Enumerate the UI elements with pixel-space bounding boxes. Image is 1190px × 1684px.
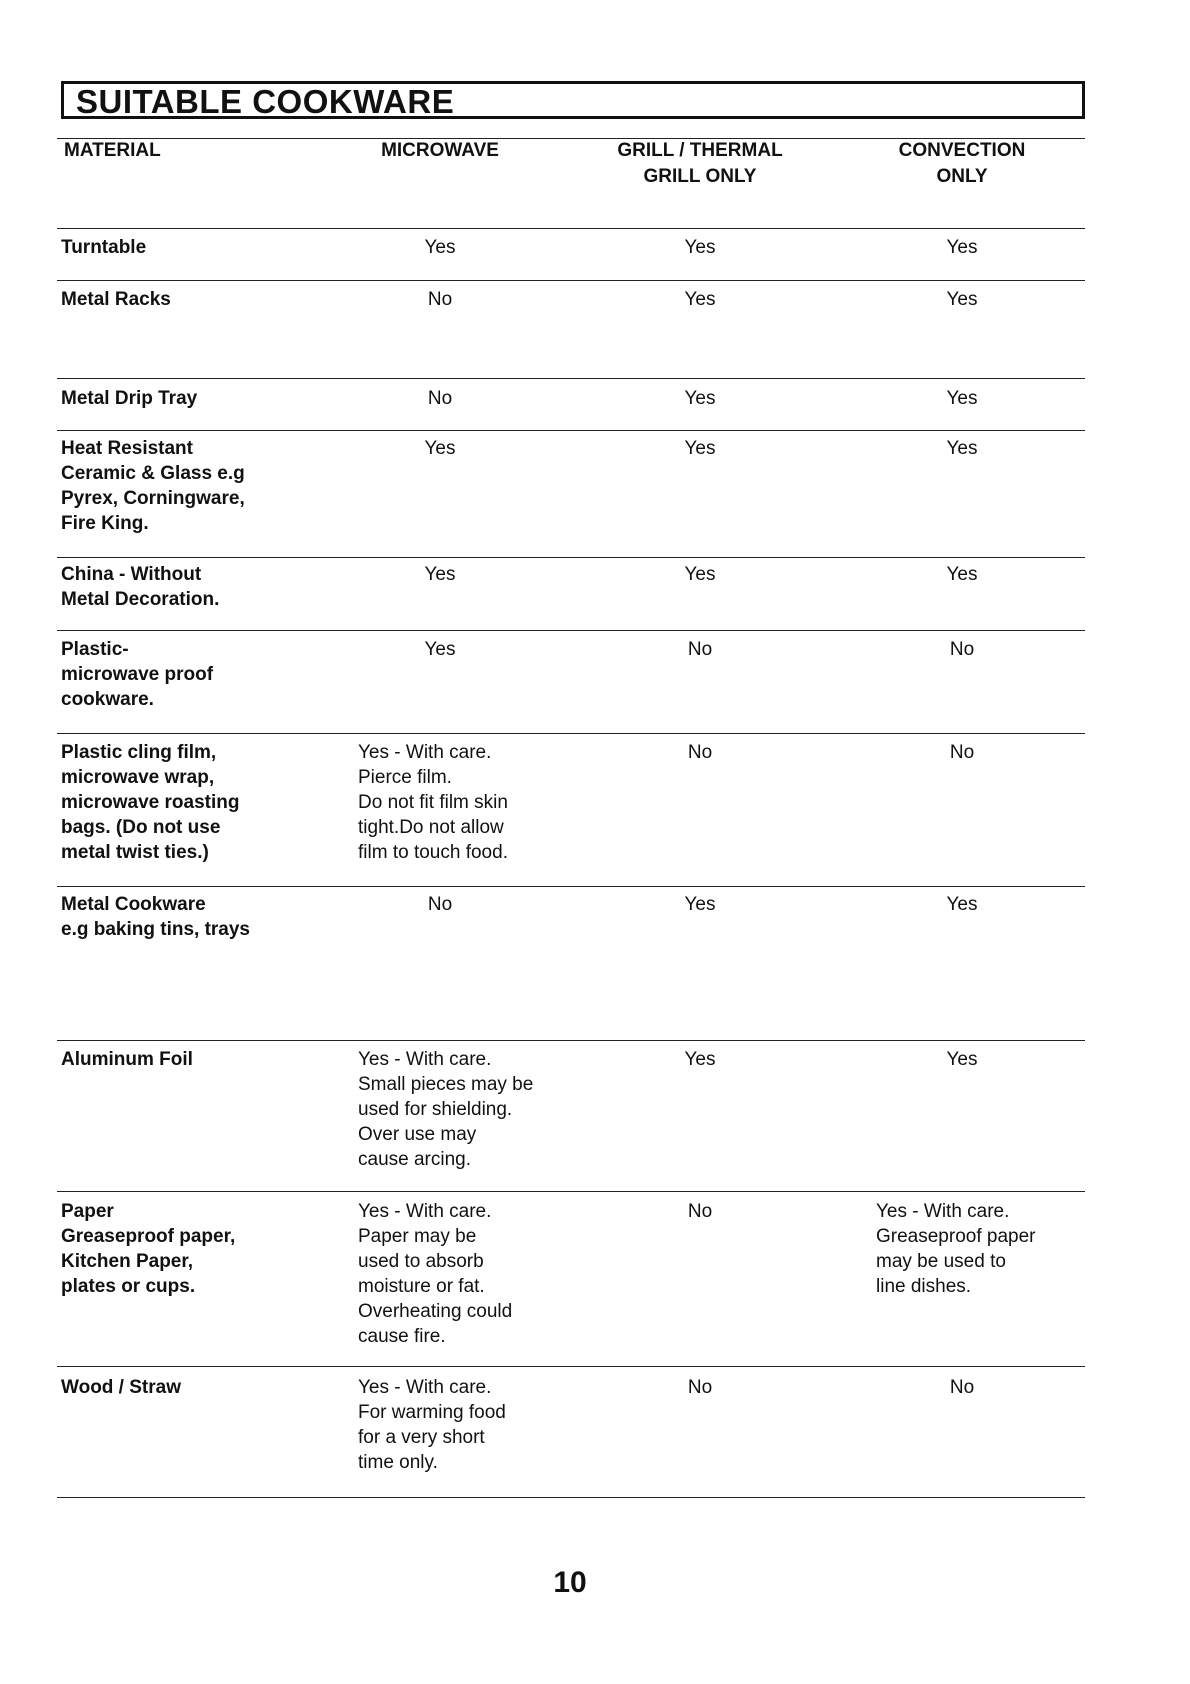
cell-line: No [949, 639, 975, 660]
row-divider [57, 1191, 1085, 1192]
row-divider [57, 280, 1085, 281]
cell-material [61, 386, 197, 411]
cell-line: line dishes. [876, 1276, 972, 1297]
cell-microwave [380, 436, 500, 461]
cell-line: Yes - With care. [876, 1201, 1010, 1222]
row-divider [57, 1366, 1085, 1367]
row-divider [57, 733, 1085, 734]
cell-line: Yes - With care. [358, 1377, 492, 1398]
cell-line: Yes [684, 289, 716, 310]
row-divider [57, 886, 1085, 887]
cell-line: e.g baking tins, trays [61, 919, 250, 940]
cell-line: No [949, 742, 975, 763]
cell-material [61, 562, 219, 612]
cell-convection [902, 287, 1022, 312]
row-divider [57, 430, 1085, 431]
cell-convection [902, 1375, 1022, 1400]
cell-line: time only. [358, 1452, 438, 1473]
cell-line: Do not fit film skin [358, 792, 508, 813]
cell-line: Yes [946, 289, 978, 310]
cell-line: Yes [424, 639, 456, 660]
cell-microwave [380, 637, 500, 662]
cell-microwave [358, 1047, 533, 1172]
cell-line: tight.Do not allow [358, 817, 504, 838]
cell-microwave [380, 892, 500, 917]
cell-line: No [687, 1201, 713, 1222]
cell-line: Yes - With care. [358, 1049, 492, 1070]
cell-convection [902, 1047, 1022, 1072]
cell-line: Kitchen Paper, [61, 1251, 193, 1272]
cell-line: Yes [424, 438, 456, 459]
cell-convection [876, 1199, 1036, 1299]
cell-convection [902, 740, 1022, 765]
cell-line: Metal Decoration. [61, 589, 220, 610]
cell-line: Yes [684, 388, 716, 409]
row-divider [57, 557, 1085, 558]
cell-line: Yes [946, 564, 978, 585]
header-microwave [340, 138, 540, 164]
cell-line: Yes - With care. [358, 742, 492, 763]
cell-line: Yes [684, 237, 716, 258]
cell-line: used for shielding. [358, 1099, 513, 1120]
cell-line: for a very short [358, 1427, 485, 1448]
cell-line: Greaseproof paper [876, 1226, 1036, 1247]
cell-material [61, 637, 213, 712]
cell-line: Yes [684, 894, 716, 915]
cell-microwave [380, 562, 500, 587]
cell-line: Metal Racks [61, 289, 171, 310]
cell-line: Greaseproof paper, [61, 1226, 236, 1247]
header-material [64, 138, 264, 164]
row-divider [57, 1497, 1085, 1498]
cell-material [61, 892, 250, 942]
cell-grill [640, 892, 760, 917]
cell-material [61, 235, 146, 260]
cell-line: Yes [424, 564, 456, 585]
cell-grill [640, 1375, 760, 1400]
cell-microwave [358, 1375, 506, 1475]
row-divider [57, 1040, 1085, 1041]
header-microwave-line: MICROWAVE [381, 140, 499, 161]
cell-line: Yes [684, 438, 716, 459]
cell-line: Metal Drip Tray [61, 388, 198, 409]
cell-line: moisture or fat. [358, 1276, 485, 1297]
cell-line: No [687, 1377, 713, 1398]
cell-convection [902, 235, 1022, 260]
cell-line: Pierce film. [358, 767, 452, 788]
page-number: 10 [553, 1566, 587, 1599]
cell-material [61, 287, 171, 312]
cell-grill [640, 637, 760, 662]
cell-convection [902, 892, 1022, 917]
cell-line: Ceramic & Glass e.g [61, 463, 245, 484]
header-grill [590, 138, 810, 190]
cell-line: Metal Cookware [61, 894, 206, 915]
title-box [61, 81, 1085, 119]
cell-microwave [380, 235, 500, 260]
cell-line: Aluminum Foil [61, 1049, 193, 1070]
cell-convection [902, 562, 1022, 587]
cell-grill [640, 386, 760, 411]
cell-line: Small pieces may be [358, 1074, 534, 1095]
cell-microwave [380, 287, 500, 312]
cell-line: Yes [684, 1049, 716, 1070]
cell-line: microwave wrap, [61, 767, 215, 788]
header-convection-line: CONVECTION [898, 140, 1026, 161]
cell-convection [902, 386, 1022, 411]
cell-line: cookware. [61, 689, 154, 710]
cell-material [61, 740, 239, 865]
cell-line: Yes [946, 237, 978, 258]
cell-line: cause arcing. [358, 1149, 472, 1170]
cell-line: Yes [946, 894, 978, 915]
cell-line: Yes [946, 388, 978, 409]
header-convection [862, 138, 1062, 190]
cell-material [61, 1199, 235, 1299]
cell-line: No [427, 894, 453, 915]
cell-convection [902, 436, 1022, 461]
cell-line: Pyrex, Corningware, [61, 488, 245, 509]
header-grill-line: GRILL / THERMAL [617, 140, 783, 161]
cell-grill [640, 436, 760, 461]
header-convection-line: ONLY [936, 166, 988, 187]
cell-line: Fire King. [61, 513, 149, 534]
row-divider [57, 378, 1085, 379]
cell-line: China - Without [61, 564, 202, 585]
cell-line: microwave roasting [61, 792, 240, 813]
row-divider [57, 228, 1085, 229]
cell-line: No [427, 289, 453, 310]
cell-line: Paper [61, 1201, 114, 1222]
cell-line: Turntable [61, 237, 147, 258]
header-grill-line: GRILL ONLY [643, 166, 757, 187]
cell-line: Overheating could [358, 1301, 513, 1322]
cell-line: may be used to [876, 1251, 1006, 1272]
cell-grill [640, 562, 760, 587]
cell-line: Plastic- [61, 639, 129, 660]
cell-line: Heat Resistant [61, 438, 193, 459]
cell-line: No [687, 639, 713, 660]
cell-material [61, 436, 245, 536]
cell-material [61, 1047, 193, 1072]
cell-line: cause fire. [358, 1326, 446, 1347]
cell-grill [640, 235, 760, 260]
cell-line: Plastic cling film, [61, 742, 217, 763]
cell-line: metal twist ties.) [61, 842, 209, 863]
cell-grill [640, 1199, 760, 1224]
cell-grill [640, 287, 760, 312]
cell-line: No [687, 742, 713, 763]
cell-grill [640, 740, 760, 765]
cell-microwave [380, 386, 500, 411]
cell-line: film to touch food. [358, 842, 508, 863]
cell-line: For warming food [358, 1402, 506, 1423]
cell-line: Yes - With care. [358, 1201, 492, 1222]
header-material-line: MATERIAL [64, 140, 161, 161]
cell-line: No [427, 388, 453, 409]
cell-microwave [358, 1199, 512, 1349]
cell-line: Yes [424, 237, 456, 258]
cell-line: microwave proof [61, 664, 214, 685]
cell-line: Yes [684, 564, 716, 585]
row-divider [57, 630, 1085, 631]
cell-material [61, 1375, 181, 1400]
cell-line: used to absorb [358, 1251, 484, 1272]
cell-grill [640, 1047, 760, 1072]
cell-line: bags. (Do not use [61, 817, 221, 838]
cell-microwave [358, 740, 508, 865]
cell-line: No [949, 1377, 975, 1398]
cell-line: Over use may [358, 1124, 477, 1145]
cell-line: Yes [946, 1049, 978, 1070]
cell-line: Yes [946, 438, 978, 459]
cell-line: Wood / Straw [61, 1377, 181, 1398]
page-title: SUITABLE COOKWARE [76, 83, 455, 120]
cell-line: Paper may be [358, 1226, 477, 1247]
cell-convection [902, 637, 1022, 662]
cell-line: plates or cups. [61, 1276, 196, 1297]
